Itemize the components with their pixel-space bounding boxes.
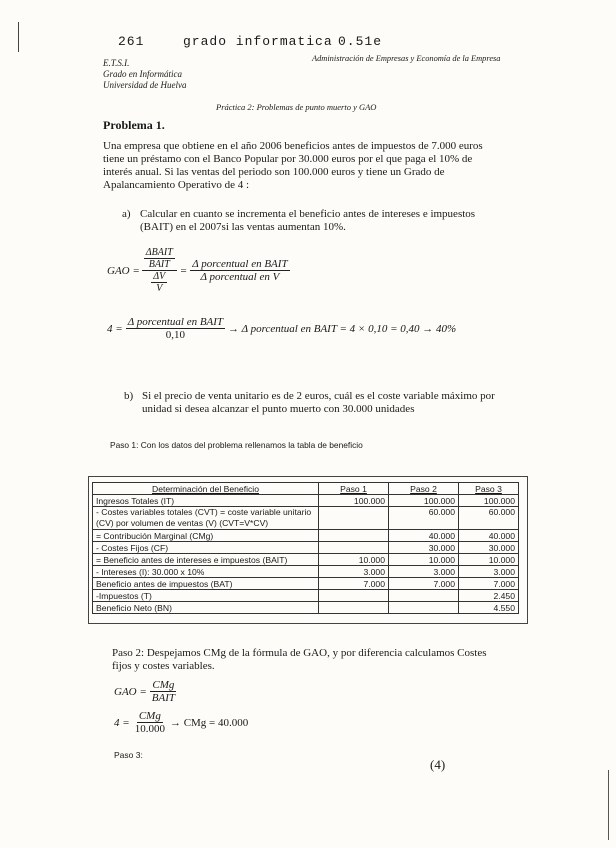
formula-gao-definition <box>107 247 290 294</box>
formula-gao-percent-fraction <box>190 258 289 283</box>
subject-name: Administración de Empresas y Economía de la Empresa <box>312 54 501 63</box>
page-number: (4) <box>430 757 446 772</box>
statement-line-2: tiene un préstamo con el Banco Popular por 30.000 euros por el que paga el 10% de <box>103 153 473 165</box>
stamp-price: 0.51e <box>338 34 383 49</box>
formula-gao-denominator <box>149 271 169 294</box>
table-row <box>93 566 519 578</box>
cell-step3: 40.000 <box>459 530 519 542</box>
row-label: -Impuestos (T) <box>93 590 319 602</box>
table-row <box>93 578 519 590</box>
percent-bait: Δ porcentual en BAIT <box>192 257 288 270</box>
page-edge-mark-bottom <box>608 770 609 840</box>
table-row <box>93 590 519 602</box>
row-label: = Beneficio antes de intereses e impuestos (BAIT) <box>93 554 319 566</box>
stamp-number: 261 <box>118 34 145 49</box>
v: V <box>156 283 163 294</box>
cell-step3: 2.450 <box>459 590 519 602</box>
table-row <box>93 530 519 542</box>
part-a-text-2: (BAIT) en el 2007si las ventas aumentan 10%. <box>140 221 346 233</box>
step-3-text: Paso 3: <box>114 750 143 760</box>
cell-step3: 60.000 <box>459 507 519 530</box>
cell-step3: 7.000 <box>459 578 519 590</box>
formula4-numerator: CMg <box>138 710 161 722</box>
formula-gao-cmg <box>114 679 177 704</box>
formula-gao-compound-fraction <box>142 247 177 294</box>
formula-gao-numerator <box>142 247 177 271</box>
table-header-step1: Paso 1 <box>319 483 389 495</box>
cell-step1 <box>319 530 389 542</box>
cell-step1: 100.000 <box>319 495 389 507</box>
page-edge-mark <box>18 22 19 52</box>
formula2-numerator: Δ porcentual en BAIT <box>127 316 224 328</box>
table-header-step2: Paso 2 <box>389 483 459 495</box>
part-b-label: b) <box>124 390 134 402</box>
table-header-step3: Paso 3 <box>459 483 519 495</box>
cell-step3: 3.000 <box>459 566 519 578</box>
cell-step2 <box>389 602 459 614</box>
cell-step3: 100.000 <box>459 495 519 507</box>
cell-step1: 3.000 <box>319 566 389 578</box>
delta-bait: ΔBAIT <box>145 247 173 258</box>
part-a-label: a) <box>122 208 131 220</box>
statement-line-1: Una empresa que obtiene en el año 2006 beneficios antes de impuestos de 7.000 euros <box>103 140 483 152</box>
problem-title: Problema 1. <box>103 118 165 132</box>
cell-step1: 10.000 <box>319 554 389 566</box>
cell-step1 <box>319 602 389 614</box>
cell-step1 <box>319 542 389 554</box>
row-label: Beneficio Neto (BN) <box>93 602 319 614</box>
row-label: - Costes variables totales (CVT) = coste variable unitario (CV) por volumen de ventas (V) (CVT=V*CV) <box>93 507 319 530</box>
statement-line-3: interés anual. Si las ventas del periodo son 100.000 euros y tiene un Grado de <box>103 166 445 178</box>
formula2-lhs: 4 = <box>107 322 123 335</box>
cell-step2: 30.000 <box>389 542 459 554</box>
formula3-fraction <box>150 679 177 704</box>
table-header-row <box>93 483 519 495</box>
row-label: - Intereses (I): 30.000 x 10% <box>93 566 319 578</box>
bait: BAIT <box>148 259 170 270</box>
formula4-denominator: 10.000 <box>134 723 165 736</box>
row-label: Beneficio antes de impuestos (BAT) <box>93 578 319 590</box>
cell-step2: 7.000 <box>389 578 459 590</box>
cell-step3: 4.550 <box>459 602 519 614</box>
cell-step1: 7.000 <box>319 578 389 590</box>
cell-step2: 60.000 <box>389 507 459 530</box>
formula3-denominator: BAIT <box>151 692 176 705</box>
part-b-text-1: Si el precio de venta unitario es de 2 euros, cuál es el coste variable máximo por <box>142 390 495 402</box>
table-row <box>93 554 519 566</box>
formula4-fraction <box>133 710 167 735</box>
formula-cmg-result <box>114 710 248 735</box>
cell-step2: 40.000 <box>389 530 459 542</box>
percent-v: Δ porcentual en V <box>200 271 280 283</box>
formula-gao-calculation <box>107 316 456 341</box>
table-row <box>93 507 519 530</box>
formula4-result: → CMg = 40.000 <box>169 716 249 729</box>
cell-step1 <box>319 590 389 602</box>
step-2-text-1: Paso 2: Despejamos CMg de la fórmula de GAO, y por diferencia calculamos Costes <box>112 647 487 659</box>
cell-step2: 100.000 <box>389 495 459 507</box>
university-name: Universidad de Huelva <box>103 80 187 90</box>
row-label: - Costes Fijos (CF) <box>93 542 319 554</box>
formula4-lhs: 4 = <box>114 716 130 729</box>
row-label: = Contribución Marginal (CMg) <box>93 530 319 542</box>
step-1-text: Paso 1: Con los datos del problema rellenamos la tabla de beneficio <box>110 440 363 450</box>
table-header-concept: Determinación del Beneficio <box>93 483 319 495</box>
stamp-course: grado informatica <box>183 34 333 49</box>
degree-name: Grado en Informática <box>103 69 182 79</box>
part-b-text-2: unidad si desea alcanzar el punto muerto con 30.000 unidades <box>142 403 415 415</box>
practice-title: Práctica 2: Problemas de punto muerto y GAO <box>216 102 377 112</box>
step-2-text-2: fijos y costes variables. <box>112 660 215 672</box>
school-name: E.T.S.I. <box>103 58 130 68</box>
cell-step3: 30.000 <box>459 542 519 554</box>
formula2-fraction <box>126 316 225 341</box>
cell-step2: 3.000 <box>389 566 459 578</box>
delta-v: ΔV <box>153 271 166 282</box>
cell-step2 <box>389 590 459 602</box>
formula2-result: → Δ porcentual en BAIT = 4 × 0,10 = 0,40 → 40% <box>228 322 457 335</box>
cell-step2: 10.000 <box>389 554 459 566</box>
part-a-text-1: Calcular en cuanto se incrementa el beneficio antes de intereses e impuestos <box>140 208 476 220</box>
table-row <box>93 495 519 507</box>
benefit-table <box>92 482 519 614</box>
statement-line-4: Apalancamiento Operativo de 4 : <box>103 179 250 191</box>
row-label: Ingresos Totales (IT) <box>93 495 319 507</box>
formula-gao-equals: = <box>179 264 188 277</box>
table-row <box>93 542 519 554</box>
table-row <box>93 602 519 614</box>
cell-step3: 10.000 <box>459 554 519 566</box>
formula3-lhs: GAO = <box>114 685 147 698</box>
cell-step1 <box>319 507 389 530</box>
formula3-numerator: CMg <box>152 679 175 691</box>
formula-gao-lhs: GAO = <box>107 264 140 277</box>
formula2-denominator: 0,10 <box>165 329 185 342</box>
